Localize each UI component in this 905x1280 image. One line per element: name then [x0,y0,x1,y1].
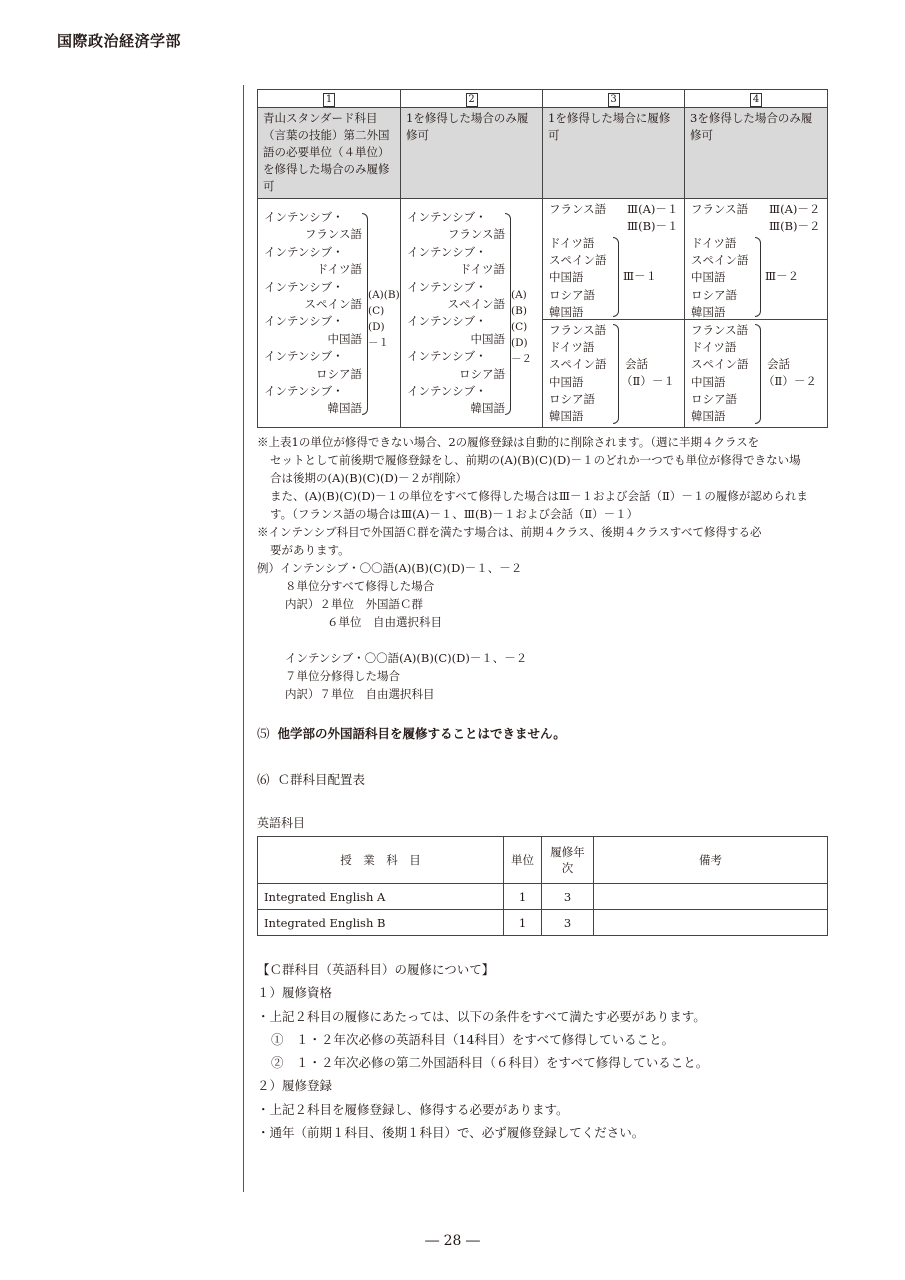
section-5: ⑸ 他学部の外国語科目を履修することはできません。 [257,726,566,741]
col1-courses: インテンシブ・ フランス語 インテンシブ・ ドイツ語 インテンシブ・ スペイン語 インテンシブ・ 中国語 インテンシブ・ ロシア語 インテンシブ・ 韓国語 (A)(B) (C)(D) －１ [258,199,401,428]
page-header-title: 国際政治経済学部 [57,32,182,50]
header-notes: 備考 [594,837,828,884]
header-year: 履修年次 [542,837,594,884]
col-number-3: 3 [543,90,685,108]
col-header-4: 3を修得した場合のみ履修可 [685,108,828,199]
col3-courses: フランス語 Ⅲ(A)－１ Ⅲ(B)－１ ドイツ語 スペイン語 中国語 ロシア語 韓国語 Ⅲ－１ フランス語 ドイツ語 スペイン語 中国語 ロシア語 韓国語 会話 （Ⅱ）－１ [543,199,685,428]
col-header-3: 1を修得した場合に履修可 [543,108,685,199]
brace [755,324,761,424]
header-course: 授 業 科 目 [258,837,504,884]
col-header-1: 青山スタンダード科目（言葉の技能）第二外国語の必要単位（４単位）を修得した場合のみ履修可 [258,108,401,199]
col1-class-tag: (A)(B) (C)(D) －１ [368,289,400,349]
example-2-label: インテンシブ・〇〇語(A)(B)(C)(D)－１、－２ [285,651,528,665]
brace [755,237,761,317]
english-course-table [257,836,828,936]
table-row: Integrated English B 1 3 [258,910,828,936]
english-caption: 英語科目 [257,816,306,830]
section-6: ⑹ Ｃ群科目配置表 [257,772,365,787]
col-header-2: 1を修得した場合のみ履修可 [401,108,543,199]
col-number-2: 2 [401,90,543,108]
header-units: 単位 [504,837,542,884]
page-number: ― 28 ― [425,1233,480,1249]
col2-class-tag: (A)(B) (C)(D) －２ [511,289,532,365]
col2-courses: インテンシブ・ フランス語 インテンシブ・ ドイツ語 インテンシブ・ スペイン語 インテンシブ・ 中国語 インテンシブ・ ロシア語 インテンシブ・ 韓国語 (A)(B) (C)(D) －２ [401,199,543,428]
col-number-4: 4 [685,90,828,108]
margin-rule [243,85,244,1192]
table-row: Integrated English A 1 3 [258,884,828,910]
cgroup-guidance: 【Ｃ群科目（英語科目）の履修について】 １）履修資格 ・上記２科目の履修にあたっては、以下の条件をすべて満たす必要があります。 ① １・２年次必修の英語科目（14科目）をすべて修得していること。 ② １・２年次必修の第二外国語科目（６科目）をすべて修得していること。 ２）履修登録 ・上記２科目を履修登録し、修得する必要があります。 ・通年（前期１科目、後期１科目）で、必ず履修登録してください。 [257,958,857,1144]
cgroup-title: 【Ｃ群科目（英語科目）の履修について】 [257,962,495,977]
brace [613,237,619,317]
brace [613,324,619,424]
col-number-1: 1 [258,90,401,108]
table-notes: ※上表1の単位が修得できない場合、2の履修登録は自動的に削除されます。（週に半期４クラスを セットとして前後期で履修登録をし、前期の(A)(B)(C)(D)－１のどれか一つでも単位が修得できない場 合は後期の(A)(B)(C)(D)－２が削除） また、(A)(B)(C)(D)－１の単位をすべて修得した場合はⅢ－１および会話（Ⅱ）－１の履修が認められま す。（フランス語の場合はⅢ(A)－１、Ⅲ(B)－１および会話（Ⅱ）－１） ※インテンシブ科目で外国語Ｃ群を満たす場合は、前期４クラス、後期４クラスすべて修得する必 要があります。 例）インテンシブ・〇〇語(A)(B)(C)(D)－１、－２ ８単位分すべて修得した場合 内訳）２単位 外国語Ｃ群 ６単位 自由選択科目 インテンシブ・〇〇語(A)(B)(C)(D)－１、－２ ７単位分修得した場合 内訳）７単位 自由選択科目 [257,433,832,703]
prerequisite-table [257,89,828,428]
example-1-label: 例）インテンシブ・〇〇語(A)(B)(C)(D)－１、－２ [257,561,523,575]
col4-courses: フランス語 Ⅲ(A)－２ Ⅲ(B)－２ ドイツ語 スペイン語 中国語 ロシア語 韓国語 Ⅲ－２ フランス語 ドイツ語 スペイン語 中国語 ロシア語 韓国語 会話 （Ⅱ）－２ [685,199,828,428]
